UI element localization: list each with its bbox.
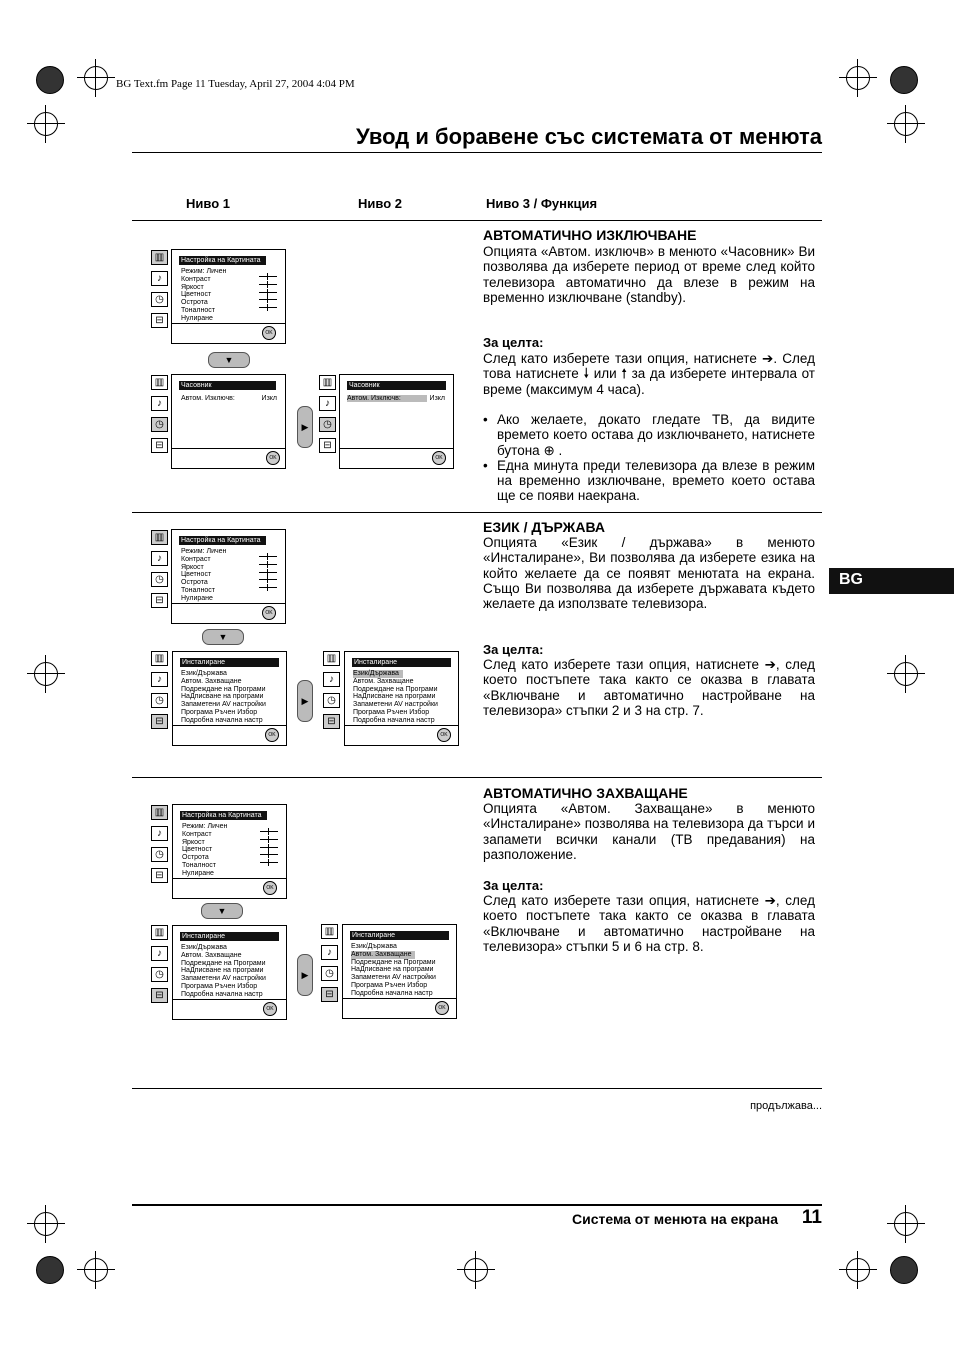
setup-icon: ⊟ xyxy=(319,438,336,453)
setup-icon: ⊟ xyxy=(323,714,340,729)
color-target-mark xyxy=(890,66,918,94)
ok-icon: OK xyxy=(266,451,280,465)
menu-icons xyxy=(323,651,339,735)
sound-icon: ♪ xyxy=(151,826,168,841)
header-rule xyxy=(132,220,822,221)
right-arrow-icon: ▶ xyxy=(297,954,313,996)
picture-icon: ▥ xyxy=(151,805,168,820)
right-arrow-icon: ▶ xyxy=(297,680,313,722)
registration-mark xyxy=(84,66,108,90)
goal-text: След като изберете тази опция, натиснете ➔. След това натиснете 🠗 или 🠕 за да изберете интервала от време (максимум 4 часа). xyxy=(483,351,815,397)
setup-icon: ⊟ xyxy=(321,987,338,1002)
picture-icon: ▥ xyxy=(319,375,336,390)
menu-header: Инсталиране xyxy=(180,658,279,667)
sound-icon: ♪ xyxy=(151,271,168,286)
clock-icon: ◷ xyxy=(323,693,340,708)
setup-icon: ⊟ xyxy=(151,593,168,608)
install-menu-screen-selected xyxy=(344,651,459,746)
setup-icon: ⊟ xyxy=(151,868,168,883)
menu-body: Режим: Личен Контраст Яркост Цветност Острота Тоналност Нулиране xyxy=(182,823,228,877)
registration-mark xyxy=(34,662,58,686)
sound-icon: ♪ xyxy=(323,672,340,687)
clock-icon: ◷ xyxy=(151,693,168,708)
registration-mark xyxy=(894,1212,918,1236)
ok-icon: OK xyxy=(437,728,451,742)
menu-icons xyxy=(151,250,167,334)
registration-mark xyxy=(894,112,918,136)
language-tab: BG xyxy=(829,568,954,594)
footer-section-title: Система от менюта на екрана xyxy=(571,1211,778,1227)
picture-menu-screen xyxy=(171,529,286,624)
menu-icons xyxy=(151,805,167,889)
menu-icons xyxy=(151,375,167,459)
clock-icon: ◷ xyxy=(319,417,336,432)
picture-icon: ▥ xyxy=(151,375,168,390)
install-menu-screen xyxy=(172,925,287,1020)
menu-body: Режим: Личен Контраст Яркост Цветност Острота Тоналност Нулиране xyxy=(181,548,227,602)
setup-icon: ⊟ xyxy=(151,988,168,1003)
section-heading: АВТОМАТИЧНО ЗАХВАЩАНЕ xyxy=(483,785,688,801)
color-target-mark xyxy=(36,66,64,94)
clock-menu-screen-selected: Часовник Автом. Изключв: Изкл OK xyxy=(339,374,454,469)
install-menu-screen xyxy=(172,651,287,746)
ok-icon: OK xyxy=(262,326,276,340)
goal-label: За целта: xyxy=(483,642,544,657)
list-item: • Една минута преди телевизора да влезе в режим на временно изключване, времето което остава ще се появи наекрана. xyxy=(483,458,815,504)
page-number: 11 xyxy=(801,1207,822,1228)
ok-icon: OK xyxy=(263,881,277,895)
column-level1: Ниво 1 xyxy=(186,196,230,211)
goal-text: След като изберете тази опция, натиснете ➔, след което постъпете така както се оказва в главата «Включване и автоматично настройване на телевизора» стъпки 2 и 3 на стр. 7. xyxy=(483,657,815,718)
section-rule xyxy=(132,512,822,513)
setup-icon: ⊟ xyxy=(151,313,168,328)
menu-header: Инсталиране xyxy=(180,932,279,941)
clock-icon: ◷ xyxy=(151,847,168,862)
clock-icon: ◷ xyxy=(151,417,168,432)
menu-body: Режим: Личен Контраст Яркост Цветност Острота Тоналност Нулиране xyxy=(181,268,227,322)
footer-rule xyxy=(132,1204,822,1206)
registration-mark xyxy=(846,1258,870,1282)
install-menu-screen-selected xyxy=(342,924,457,1019)
file-info: BG Text.fm Page 11 Tuesday, April 27, 2004 4:04 PM xyxy=(116,78,355,90)
color-target-mark xyxy=(36,1256,64,1284)
ok-icon: OK xyxy=(262,606,276,620)
sound-icon: ♪ xyxy=(151,396,168,411)
menu-icons xyxy=(151,530,167,614)
picture-icon: ▥ xyxy=(151,651,168,666)
sound-icon: ♪ xyxy=(319,396,336,411)
slider-marks xyxy=(259,276,277,315)
menu-header: Часовник xyxy=(179,381,276,390)
registration-mark xyxy=(84,1258,108,1282)
registration-mark xyxy=(34,1212,58,1236)
column-level3: Ниво 3 / Функция xyxy=(486,196,598,211)
section-heading: АВТОМАТИЧНО ИЗКЛЮЧВАНЕ xyxy=(483,227,697,243)
registration-mark xyxy=(34,112,58,136)
section-heading: ЕЗИК / ДЪРЖАВА xyxy=(483,519,605,535)
menu-body: Език/Държава Автом. Захващане Подреждане на Програми НаДписване на програми Запаметени AV настройки Програма Ръчен Избор Подробна начална настр xyxy=(181,670,266,724)
slider-marks xyxy=(259,556,277,595)
right-arrow-icon: ▶ xyxy=(297,406,313,448)
menu-icons xyxy=(151,651,167,735)
list-item: • Ако желаете, докато гледате ТВ, да видите времето което остава до изключването, натиснете бутона ⊕ . xyxy=(483,412,815,458)
clock-icon: ◷ xyxy=(151,572,168,587)
menu-header: Часовник xyxy=(347,381,446,390)
page-title: Увод и боравене със системата от менюта xyxy=(356,124,822,149)
section-intro: Опцията «Автом. Захващане» в менюто «Инсталиране» позволява на телевизора да търси и запамети всички канали (ТВ предавания) на разположение. xyxy=(483,801,815,862)
setup-icon: ⊟ xyxy=(151,438,168,453)
goal-text: След като изберете тази опция, натиснете ➔, след което постъпете така както се оказва в главата «Включване и автоматично настройване на телевизора» стъпки 5 и 6 на стр. 8. xyxy=(483,893,815,954)
picture-icon: ▥ xyxy=(151,250,168,265)
column-level2: Ниво 2 xyxy=(358,196,402,211)
picture-icon: ▥ xyxy=(151,925,168,940)
picture-menu-screen xyxy=(172,804,287,899)
section-intro: Опцията «Език / държава» в менюто «Инсталиране», Ви позволява да изберете езика на който желаете да се появят менютата на екрана. Също Ви позволява да изберете държавата където желаете да използвате телевизора. xyxy=(483,535,815,612)
menu-body: Език/Държава Автом. Захващане Подреждане на Програми НаДписване на програми Запаметени AV настройки Програма Ръчен Избор Подробна начална настр xyxy=(351,943,436,997)
section-rule xyxy=(132,1088,822,1089)
menu-body: Език/Държава Автом. Захващане Подреждане на Програми НаДписване на програми Запаметени AV настройки Програма Ръчен Избор Подробна начална настр xyxy=(181,944,266,998)
goal-label: За целта: xyxy=(483,335,544,350)
section-rule xyxy=(132,777,822,778)
registration-mark xyxy=(464,1258,488,1282)
sound-icon: ♪ xyxy=(151,551,168,566)
picture-icon: ▥ xyxy=(321,924,338,939)
menu-header: Инсталиране xyxy=(350,931,449,940)
sound-icon: ♪ xyxy=(321,945,338,960)
menu-header: Инсталиране xyxy=(352,658,451,667)
ok-icon: OK xyxy=(265,728,279,742)
setup-icon: ⊟ xyxy=(151,714,168,729)
sound-icon: ♪ xyxy=(151,946,168,961)
ok-icon: OK xyxy=(263,1002,277,1016)
menu-icons xyxy=(319,375,335,459)
color-target-mark xyxy=(890,1256,918,1284)
menu-header: Настройка на Картината xyxy=(180,811,267,820)
slider-marks xyxy=(260,831,278,870)
registration-mark xyxy=(846,66,870,90)
menu-icons xyxy=(151,925,167,1009)
sound-icon: ♪ xyxy=(151,672,168,687)
registration-mark xyxy=(894,662,918,686)
ok-icon: OK xyxy=(435,1001,449,1015)
bullet-list xyxy=(483,412,815,504)
clock-icon: ◷ xyxy=(321,966,338,981)
menu-icons xyxy=(321,924,337,1008)
picture-icon: ▥ xyxy=(151,530,168,545)
down-arrow-icon: ▼ xyxy=(208,352,250,368)
down-arrow-icon: ▼ xyxy=(201,903,243,919)
clock-menu-screen: Часовник Автом. Изключв: Изкл OK xyxy=(171,374,286,469)
picture-icon: ▥ xyxy=(323,651,340,666)
picture-menu-screen xyxy=(171,249,286,344)
down-arrow-icon: ▼ xyxy=(202,629,244,645)
continued-note: продължава... xyxy=(750,1100,822,1112)
clock-icon: ◷ xyxy=(151,967,168,982)
section-intro: Опцията «Автом. изключв» в менюто «Часовник» Ви позволява да изберете период от време след който телевизора автоматично да влезе в режим на временно изключване (standby). xyxy=(483,244,815,305)
ok-icon: OK xyxy=(432,451,446,465)
title-rule xyxy=(132,152,822,153)
clock-icon: ◷ xyxy=(151,292,168,307)
menu-header: Настройка на Картината xyxy=(179,256,266,265)
goal-label: За целта: xyxy=(483,878,544,893)
menu-body: Език/Държава Автом. Захващане Подреждане на Програми НаДписване на програми Запаметени AV настройки Програма Ръчен Избор Подробна начална настр xyxy=(353,670,438,724)
menu-header: Настройка на Картината xyxy=(179,536,266,545)
